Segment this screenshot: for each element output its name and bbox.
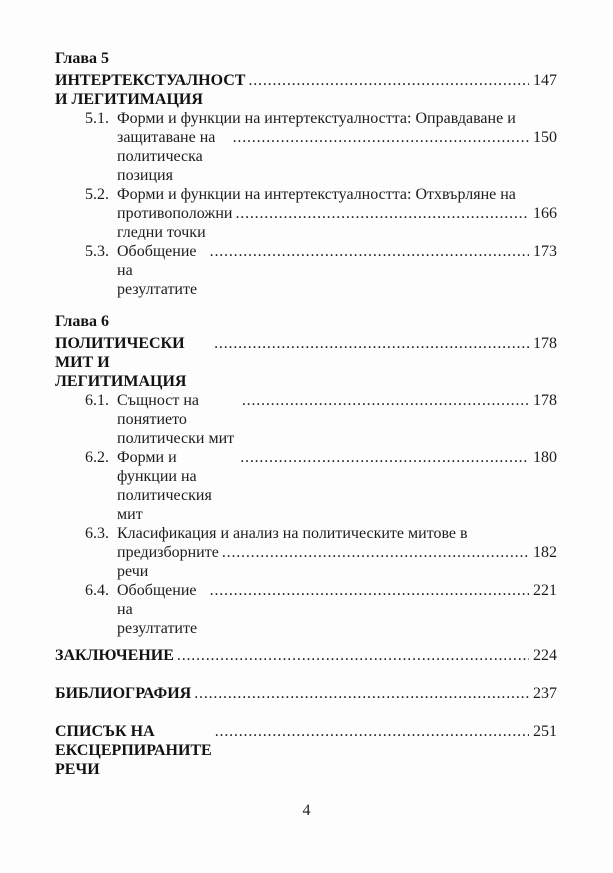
entry-title: БИБЛИОГРАФИЯ	[55, 685, 192, 702]
item-page-number: 180	[533, 449, 557, 466]
chapter-label: Глава 5	[55, 50, 109, 67]
item-text-line-2-row	[117, 543, 557, 581]
dot-leader	[235, 204, 529, 223]
entry-title: ЗАКЛЮЧЕНИЕ	[55, 647, 174, 664]
dot-leader	[248, 71, 529, 90]
item-text-line-2-row	[117, 128, 557, 185]
item-text-line-1: Същност на понятието политически мит	[117, 392, 235, 447]
item-text-line-1: Обобщение на резултатите	[117, 582, 198, 637]
item-number: 5.3.	[85, 243, 109, 260]
dot-leader	[242, 391, 529, 410]
item-text-block	[117, 581, 557, 638]
item-number: 6.3.	[85, 525, 109, 542]
item-page-number: 173	[533, 243, 557, 260]
item-number: 5.2.	[85, 186, 109, 203]
item-text-line-1-row	[117, 242, 557, 299]
dot-leader	[222, 543, 529, 562]
item-page-number: 150	[533, 129, 557, 146]
toc-item	[55, 242, 557, 299]
item-text-block	[117, 391, 557, 448]
item-text-line-1: Класификация и анализ на политическите митове в	[117, 525, 468, 542]
entry-page-number: 224	[533, 647, 557, 664]
item-text-line-2: предизборните речи	[117, 544, 219, 580]
item-text-line-1-row	[117, 391, 557, 448]
item-page-number: 166	[533, 205, 557, 222]
dot-leader	[215, 722, 529, 741]
toc-section-chapter-5	[55, 49, 557, 299]
chapter-page-number: 178	[533, 335, 557, 352]
item-text-line-2: противоположни гледни точки	[117, 205, 233, 241]
chapter-title: ИНТЕРТЕКСТУАЛНОСТ И ЛЕГИТИМАЦИЯ	[55, 72, 246, 108]
dot-leader	[194, 684, 529, 703]
toc-item	[55, 524, 557, 581]
toc-entry-excerpted-speeches	[55, 722, 557, 779]
entry-title: СПИСЪК НА ЕКСЦЕРПИРАНИТЕ РЕЧИ	[55, 723, 212, 778]
item-text-block	[117, 185, 557, 242]
item-number: 6.1.	[85, 392, 109, 409]
item-text-block	[117, 448, 557, 524]
folio-page-number: 4	[302, 802, 311, 819]
chapter-label: Глава 6	[55, 313, 109, 330]
item-text-block	[117, 524, 557, 581]
toc-item	[55, 581, 557, 638]
entry-page-number: 237	[533, 685, 557, 702]
chapter-page-number: 147	[533, 72, 557, 89]
chapter-title-row	[55, 71, 557, 109]
item-text-line-1: Форми и функции на политическия мит	[117, 449, 212, 523]
toc-entry-conclusion	[55, 646, 557, 665]
toc-entry-bibliography	[55, 684, 557, 703]
item-text-line-1-row	[117, 581, 557, 638]
item-text-block	[117, 109, 557, 185]
chapter-title: ПОЛИТИЧЕСКИ МИТ И ЛЕГИТИМАЦИЯ	[55, 335, 187, 390]
toc-item	[55, 185, 557, 242]
toc-content	[55, 49, 557, 779]
dot-leader	[233, 128, 529, 147]
toc-item	[55, 109, 557, 185]
toc-item	[55, 448, 557, 524]
toc-item	[55, 391, 557, 448]
dot-leader	[240, 448, 529, 467]
item-page-number: 182	[533, 544, 557, 561]
dot-leader	[210, 242, 529, 261]
item-number: 6.2.	[85, 449, 109, 466]
item-text-block	[117, 242, 557, 299]
item-text-line-1: Обобщение на резултатите	[117, 243, 198, 298]
item-page-number: 178	[533, 392, 557, 409]
item-number: 5.1.	[85, 110, 109, 127]
item-number: 6.4.	[85, 582, 109, 599]
item-text-line-2: защитаване на политическа позиция	[117, 129, 216, 184]
item-page-number: 221	[533, 582, 557, 599]
item-text-line-1: Форми и функции на интертекстуалността: Отхвърляне на	[117, 186, 516, 203]
entry-page-number: 251	[533, 723, 557, 740]
item-text-line-2-row	[117, 204, 557, 242]
chapter-title-row	[55, 334, 557, 391]
toc-section-chapter-6	[55, 312, 557, 638]
item-text-line-1: Форми и функции на интертекстуалността: Оправдаване и	[117, 110, 516, 127]
dot-leader	[214, 334, 529, 353]
dot-leader	[177, 646, 529, 665]
dot-leader	[210, 581, 529, 600]
item-text-line-1-row	[117, 448, 557, 524]
